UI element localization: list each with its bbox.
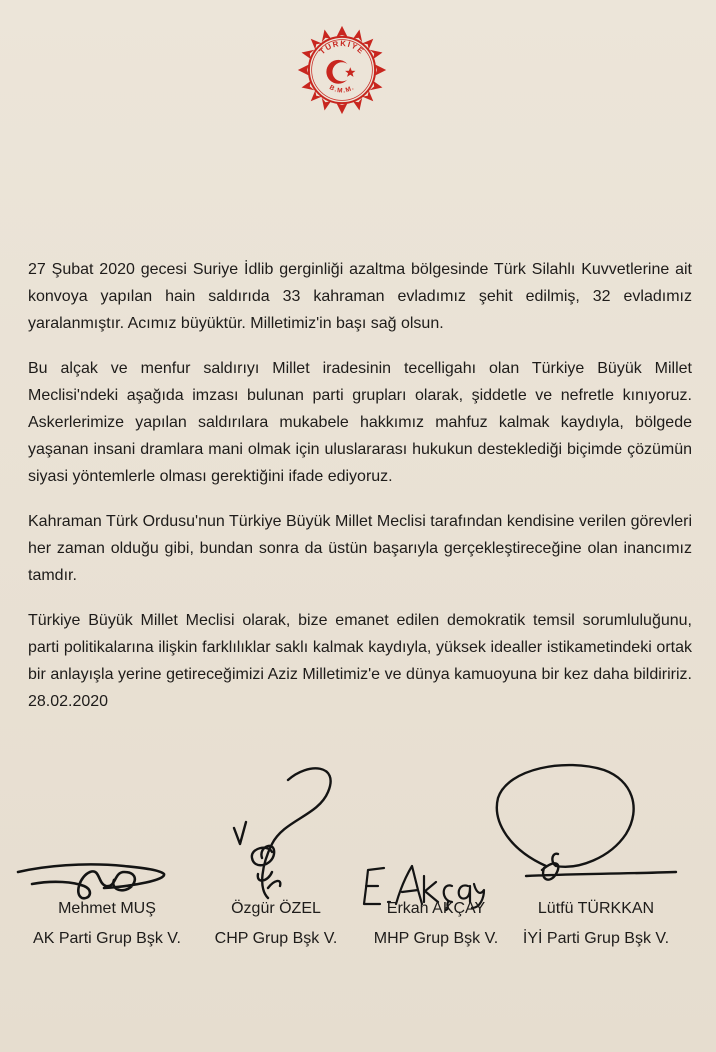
paragraph: Türkiye Büyük Millet Meclisi olarak, bize emanet edilen demokratik temsil sorumluluğunu, parti politikalarına ilişkin farklılıklar saklı kalmak kaydıyla, yüksek idealler istikametindeki ortak bir anlayışla yerine getireceğimizi Aziz Milletimiz'e ve dünya kamuoyuna bir kez daha bildiririz. 28.02.2020 bbox=[28, 612, 692, 710]
paragraph: Kahraman Türk Ordusu'nun Türkiye Büyük Millet Meclisi tarafından kendisine verilen görevleri her zaman olduğu gibi, bundan sonra da üstün başarıyla gerçekleştireceğine olan inancımız tamdır. bbox=[28, 513, 692, 584]
signature-ozel bbox=[228, 762, 368, 904]
letter-body bbox=[28, 256, 692, 733]
signer-role: CHP Grup Bşk V. bbox=[214, 930, 338, 947]
paragraph: 27 Şubat 2020 gecesi Suriye İdlib gerginliği azaltma bölgesinde Türk Silahlı Kuvvetlerine ait konvoya yapılan hain saldırıda 33 kahraman evladımız şehit edilmiş, 32 evladımız yaralanmıştır. Acımız büyüktür. Milletimiz'in başı sağ olsun. bbox=[28, 261, 692, 332]
signer-role: İYİ Parti Grup Bşk V. bbox=[522, 930, 670, 947]
tbmm-emblem-icon bbox=[296, 24, 388, 116]
signer-name: Lütfü TÜRKKAN bbox=[537, 900, 655, 917]
signer-role: AK Parti Grup Bşk V. bbox=[33, 930, 181, 947]
signer-name: Mehmet MUŞ bbox=[58, 900, 156, 917]
svg-text:B.M.M.: B.M.M. bbox=[328, 84, 356, 95]
signer-name: Erkan AKÇAY bbox=[386, 900, 486, 917]
paragraph: Bu alçak ve menfur saldırıyı Millet iradesinin tecelligahı olan Türkiye Büyük Millet Meclisi'ndeki aşağıda imzası bulunan parti grupları olarak, şiddetle ve nefretle kınıyoruz. Askerlerimize yapılan saldırılara mukabele hakkımız mahfuz kalmak kaydıyla, bölgede yaşanan insani dramlara mani olmak için uluslararası hukukun desteklediği biçimde çözümün siyasi yöntemlerle olması gerektiğini ifade ediyoruz. bbox=[28, 360, 692, 485]
svg-text:TÜRKİYE: TÜRKİYE bbox=[317, 38, 367, 57]
signer-role: MHP Grup Bşk V. bbox=[373, 930, 499, 947]
signature-block-ozel bbox=[206, 900, 346, 948]
signature-block-mus bbox=[26, 900, 188, 948]
signature-block-akcay bbox=[364, 900, 508, 948]
signature-block-turkkan bbox=[512, 900, 680, 948]
signer-name: Özgür ÖZEL bbox=[231, 900, 321, 917]
signature-turkkan bbox=[486, 762, 686, 902]
